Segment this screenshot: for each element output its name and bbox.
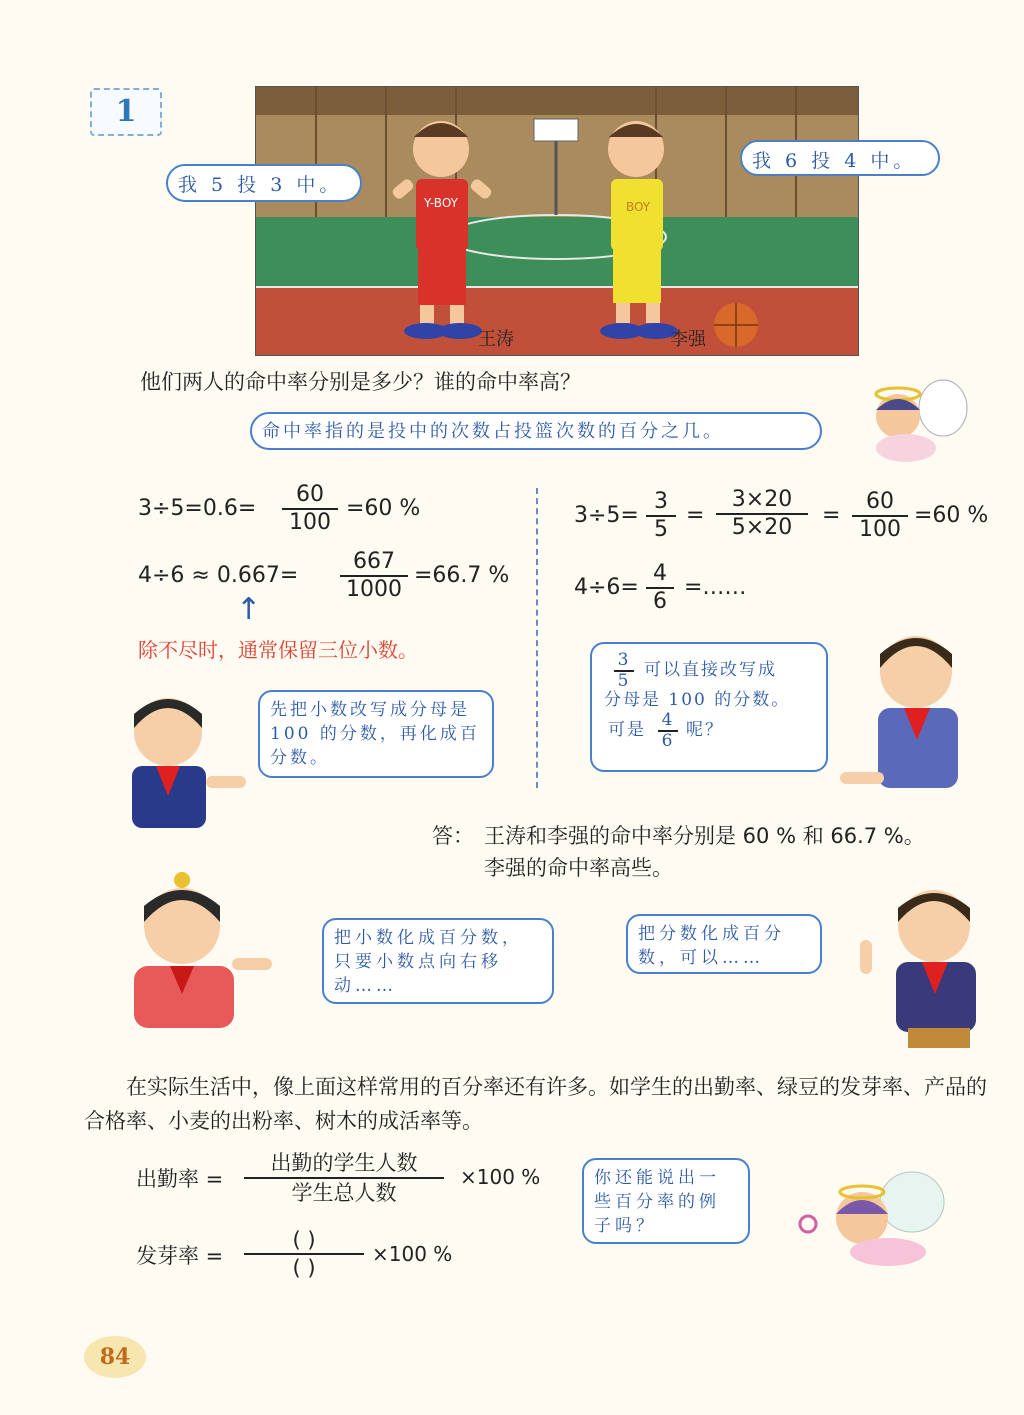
- boy-bubble-line3-prefix: 可是: [608, 720, 646, 740]
- right-method-fraction-4-6: 4 6: [646, 562, 674, 614]
- girl-method-bubble: [258, 690, 494, 778]
- section-number-badge: 1: [90, 88, 162, 136]
- up-arrow-icon: ↑: [236, 592, 262, 627]
- right-method-fraction-expanded: 3×20 5×20: [716, 488, 808, 540]
- boy-bubble-fraction-3-5: 3 5: [614, 652, 634, 690]
- speech-text-wang-tao: 我 5 投 3 中。: [178, 174, 343, 196]
- angel2-question-bubble: [582, 1158, 750, 1244]
- angel-illustration: [848, 376, 968, 466]
- girl2-tip-bubble: [322, 918, 554, 1004]
- court-scene-svg: [256, 87, 858, 355]
- boy-bubble-line1: 可以直接改写成: [644, 660, 777, 680]
- answer-line1: 王涛和李强的命中率分别是 60 % 和 66.7 %。: [484, 824, 925, 848]
- boy-bubble-line3-suffix: 呢？: [686, 720, 724, 740]
- left-method-result2: =66.7 %: [414, 563, 510, 588]
- angel2-question-text: 你还能说出一些百分率的例子吗？: [594, 1168, 720, 1236]
- attendance-rate-suffix: ×100 %: [460, 1165, 541, 1189]
- germination-rate-fraction: ( ) ( ): [244, 1228, 364, 1280]
- svg-text:BOY: BOY: [626, 200, 651, 214]
- right-method-line2-prefix: 4÷6=: [574, 575, 639, 600]
- right-method-ellipsis: =……: [684, 575, 747, 600]
- svg-text:王涛: 王涛: [478, 329, 514, 350]
- germination-rate-suffix: ×100 %: [372, 1242, 453, 1266]
- angel-hint-text: 命中率指的是投中的次数占投篮次数的百分之几。: [262, 421, 724, 442]
- right-method-eq2: =: [822, 503, 841, 528]
- girl-illustration: [108, 684, 258, 834]
- svg-text:Y-BOY: Y-BOY: [424, 196, 458, 210]
- right-method-fraction-3-5: 3 5: [646, 490, 676, 542]
- right-method-eq1: =: [686, 503, 705, 528]
- left-method-line1: 3÷5=0.6=: [138, 496, 257, 521]
- right-method-line1-prefix: 3÷5=: [574, 503, 639, 528]
- girl-method-text: 先把小数改写成分母是 100 的分数，再化成百分数。: [270, 700, 480, 768]
- question-text: 他们两人的命中率分别是多少？谁的命中率高？: [140, 370, 581, 394]
- rounding-note: 除不尽时，通常保留三位小数。: [138, 638, 418, 662]
- speech-text-li-qiang: 我 6 投 4 中。: [752, 150, 917, 172]
- boy-illustration: [836, 622, 976, 802]
- girl2-illustration: [112, 870, 282, 1030]
- speech-bubble-li-qiang: [740, 140, 940, 176]
- angel-hint-bubble: [250, 412, 822, 450]
- method-divider: [536, 488, 538, 788]
- answer-line2: 李强的命中率高些。: [484, 856, 673, 880]
- right-method-fraction-60-100: 60 100: [852, 490, 908, 542]
- answer-label: 答：: [432, 824, 474, 848]
- boy2-tip-bubble: [626, 914, 822, 974]
- right-method-result1: =60 %: [914, 503, 989, 528]
- boy-method-bubble: [590, 642, 828, 772]
- page-number: 84: [84, 1336, 146, 1378]
- boy2-illustration: [850, 878, 990, 1048]
- left-method-line2: 4÷6 ≈ 0.667=: [138, 563, 299, 588]
- left-method-result1: =60 %: [346, 496, 421, 521]
- attendance-rate-fraction: 出勤的学生人数 学生总人数: [244, 1150, 444, 1206]
- girl2-tip-text: 把小数化成百分数，只要小数点向右移动……: [334, 928, 523, 996]
- germination-rate-label: 发芽率 =: [136, 1244, 224, 1268]
- boy-bubble-fraction-4-6: 4 6: [658, 712, 678, 750]
- basketball-court-illustration: [255, 86, 859, 356]
- attendance-rate-label: 出勤率 =: [136, 1167, 224, 1191]
- boy-bubble-line2: 分母是 100 的分数。: [604, 690, 791, 710]
- svg-text:李强: 李强: [670, 329, 706, 350]
- percentage-paragraph: 在实际生活中，像上面这样常用的百分率还有许多。如学生的出勤率、绿豆的发芽率、产品的合格率、小麦的出粉率、树木的成活率等。: [84, 1075, 987, 1133]
- left-method-fraction2: 667 1000: [340, 550, 408, 602]
- boy2-tip-text: 把分数化成百分数，可以……: [638, 924, 785, 968]
- speech-bubble-wang-tao: [166, 164, 362, 202]
- left-method-fraction1: 60 100: [282, 483, 338, 535]
- angel2-illustration: [792, 1162, 962, 1272]
